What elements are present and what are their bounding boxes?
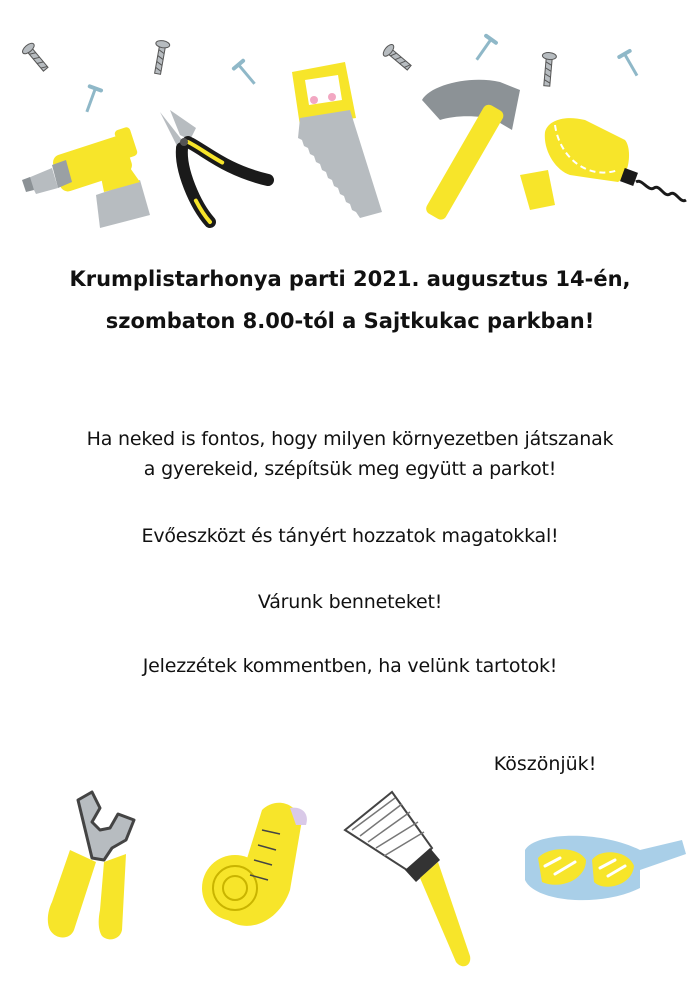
hammer-icon (422, 80, 520, 222)
invitation-line-1: Ha neked is fontos, hogy milyen környezetben játszanak (86, 428, 614, 450)
nail-icon (470, 33, 499, 64)
wrench-pliers-icon (48, 792, 134, 939)
bottom-tools-illustration (0, 770, 700, 990)
welcome-note: Várunk benneteket! (257, 591, 443, 613)
invitation-line-2: a gyerekeid, szépítsük meg együtt a parkot! (143, 458, 557, 480)
screw-icon (540, 52, 557, 87)
drill-icon (22, 126, 150, 228)
screw-icon (21, 41, 51, 73)
pliers-icon (160, 110, 268, 222)
bring-cutlery-note: Evőeszközt és tányért hozzatok magatokkal! (141, 525, 559, 547)
comment-request-note: Jelezzétek kommentben, ha velünk tartotok! (142, 655, 558, 677)
paintbrush-icon (345, 792, 470, 966)
invitation-paragraph (10, 424, 690, 484)
top-tools-illustration (0, 0, 700, 240)
measuring-tape-icon (202, 803, 307, 926)
nail-icon (617, 48, 644, 79)
title-line-2: szombaton 8.00-tól a Sajtkukac parkban! (105, 309, 595, 333)
safety-goggles-icon (525, 836, 686, 900)
screw-icon (381, 43, 413, 73)
thanks-note: Köszönjük! (493, 753, 597, 775)
nail-icon (231, 58, 261, 89)
screw-icon (151, 40, 171, 75)
handsaw-icon (292, 62, 382, 218)
nail-icon (79, 84, 103, 115)
title-line-1: Krumplistarhonya parti 2021. augusztus 14-én, (69, 267, 631, 291)
event-title (20, 258, 680, 342)
hand-drill-icon (520, 118, 686, 210)
